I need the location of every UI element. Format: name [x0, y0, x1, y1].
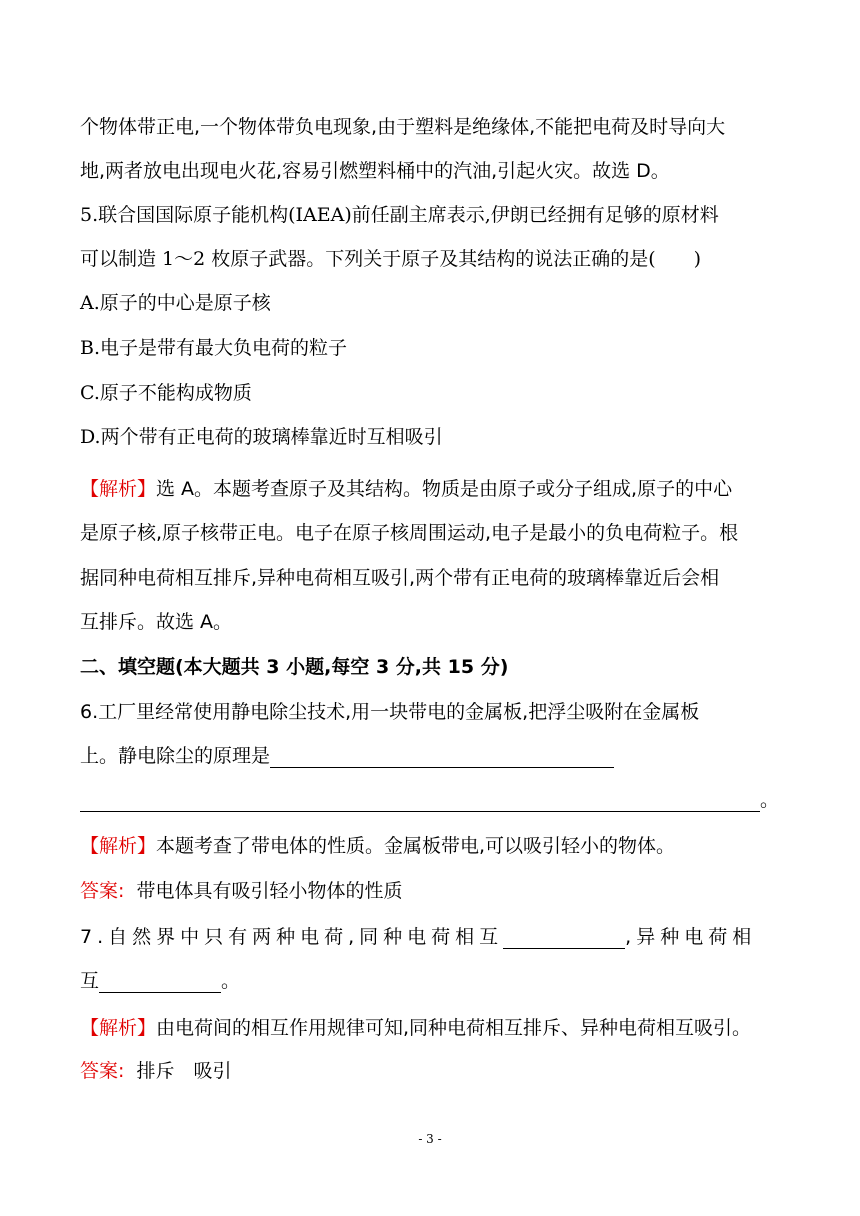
option-c: C.原子不能构成物质: [80, 382, 252, 404]
answer-text: 带电体具有吸引轻小物体的性质: [136, 880, 403, 902]
answer-tag: 答案:: [80, 1060, 125, 1082]
analysis-line: 是原子核,原子核带正电。电子在原子核周围运动,电子是最小的负电荷粒子。根: [80, 522, 739, 544]
analysis-text: 由电荷间的相互作用规律可知,同种电荷相互排斥、异种电荷相互吸引。: [156, 1017, 752, 1039]
analysis-tag: 【解析】: [80, 835, 157, 857]
analysis-line: 互排斥。故选 A。: [80, 611, 233, 633]
text-line: 个物体带正电,一个物体带负电现象,由于塑料是绝缘体,不能把电荷及时导向大: [80, 116, 726, 138]
analysis-line: [80, 834, 780, 858]
question-text: 上。静电除尘的原理是: [80, 745, 271, 767]
analysis-text: 本题考查了带电体的性质。金属板带电,可以吸引轻小的物体。: [156, 835, 676, 857]
question-text: 5.联合国国际原子能机构(IAEA)前任副主席表示,伊朗已经拥有足够的原材料: [80, 204, 719, 226]
question-text: 互: [80, 970, 100, 992]
answer-blank[interactable]: [503, 928, 625, 949]
answer-line: [80, 1059, 780, 1083]
question-text-line: [80, 744, 780, 768]
answer-blank[interactable]: [270, 747, 614, 768]
option-b: B.电子是带有最大负电荷的粒子: [80, 337, 348, 359]
end-punctuation: 。: [221, 970, 241, 992]
answer-tag: 答案:: [80, 880, 125, 902]
page-number: - 3 -: [418, 1132, 442, 1146]
section-heading: 二、填空题(本大题共 3 小题,每空 3 分,共 15 分): [80, 656, 509, 678]
option-a: A.原子的中心是原子核: [80, 292, 271, 314]
analysis-text: 选 A。本题考查原子及其结构。物质是由原子或分子组成,原子的中心: [156, 478, 733, 500]
question-text: ,异种电荷相: [625, 926, 757, 948]
question-text-line: [80, 969, 780, 993]
answer-blank[interactable]: [80, 791, 760, 812]
analysis-line: [80, 477, 780, 501]
analysis-line: 据同种电荷相互排斥,异种电荷相互吸引,两个带有正电荷的玻璃棒靠近后会相: [80, 567, 720, 589]
answer-text: 排斥 吸引: [136, 1060, 232, 1082]
answer-line: [80, 879, 780, 903]
question-text: 7.自然界中只有两种电荷,同种电荷相互: [80, 926, 504, 948]
analysis-tag: 【解析】: [80, 478, 157, 500]
option-d: D.两个带有正电荷的玻璃棒靠近时互相吸引: [80, 426, 443, 448]
question-text: 可以制造 1～2 枚原子武器。下列关于原子及其结构的说法正确的是( ): [80, 248, 702, 270]
end-punctuation: 。: [760, 789, 780, 811]
answer-blank-line: [80, 788, 780, 812]
analysis-tag: 【解析】: [80, 1017, 157, 1039]
text-line: 地,两者放电出现电火花,容易引燃塑料桶中的汽油,引起火灾。故选 D。: [80, 160, 670, 182]
answer-blank[interactable]: [99, 972, 221, 993]
question-text-line: [80, 925, 780, 949]
question-text: 6.工厂里经常使用静电除尘技术,用一块带电的金属板,把浮尘吸附在金属板: [80, 701, 700, 723]
analysis-line: [80, 1016, 780, 1040]
